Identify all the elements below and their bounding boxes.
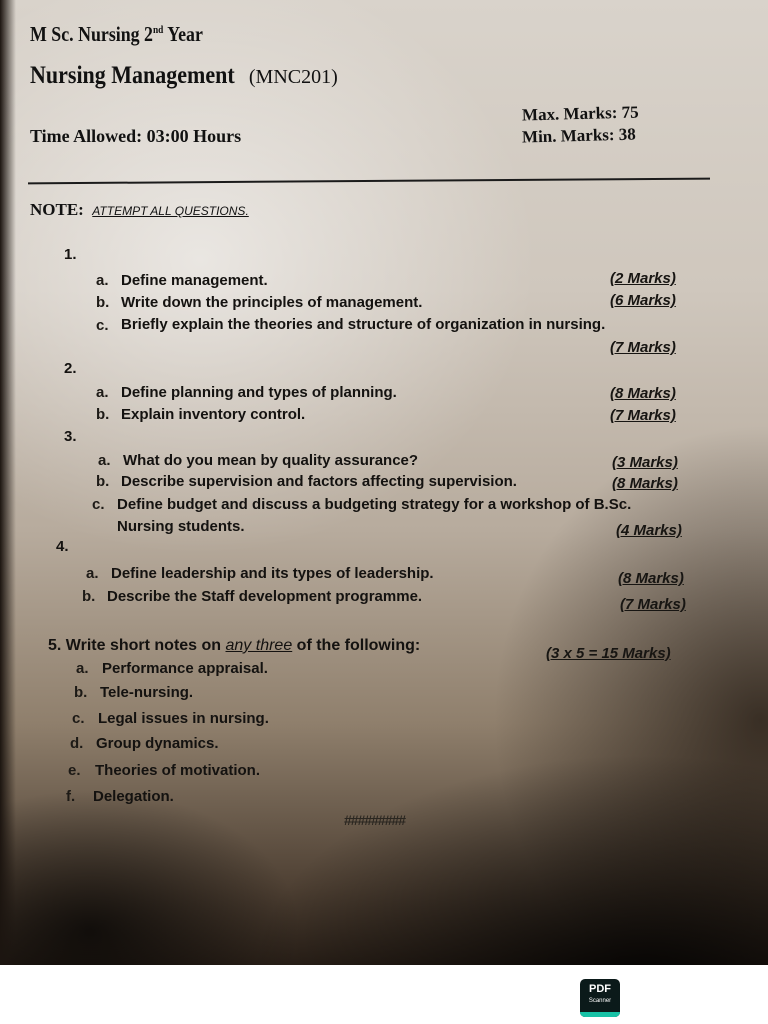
course-title-tail: Year	[163, 22, 203, 46]
q1c-text: Briefly explain the theories and structure of organization in nursing.	[121, 316, 606, 333]
q4b-text: Describe the Staff development programme.	[107, 588, 423, 605]
q3c-text: Define budget and discuss a budgeting strategy for a workshop of B.Sc.	[117, 496, 632, 513]
q3b-letter: b.	[96, 473, 110, 490]
q5-marks: (3 x 5 = 15 Marks)	[546, 645, 671, 662]
q1a-marks: (2 Marks)	[610, 270, 676, 287]
q5-intro	[48, 637, 420, 655]
q3c-letter: c.	[92, 496, 105, 513]
q3b-marks: (8 Marks)	[612, 475, 678, 492]
note-line	[30, 200, 249, 220]
q5-intro-b: of the following:	[292, 637, 421, 654]
q5c-letter: c.	[72, 710, 85, 727]
q4a-letter: a.	[86, 565, 99, 582]
q5c-text: Legal issues in nursing.	[98, 710, 269, 727]
time-allowed: Time Allowed: 03:00 Hours	[30, 126, 242, 146]
q3a-text: What do you mean by quality assurance?	[123, 452, 419, 469]
pdf-scanner-logo-bar	[580, 1012, 620, 1017]
q1b-letter: b.	[96, 294, 110, 311]
q4a-marks: (8 Marks)	[618, 570, 684, 587]
note-label: NOTE:	[30, 200, 84, 219]
course-title-sup: nd	[152, 24, 164, 36]
q5f-letter: f.	[66, 788, 76, 805]
q3-number: 3.	[64, 428, 77, 445]
subject-title	[30, 62, 338, 90]
q3c-marks: (4 Marks)	[616, 522, 682, 539]
q2a-text: Define planning and types of planning.	[121, 384, 397, 401]
min-marks: Min. Marks: 38	[521, 124, 637, 147]
q3a-marks: (3 Marks)	[612, 454, 678, 471]
q4-number: 4.	[56, 538, 69, 555]
pdf-scanner-logo-subtitle: Scanner	[588, 998, 612, 1004]
q4b-marks: (7 Marks)	[620, 596, 686, 613]
subject-code: (MNC201)	[248, 66, 338, 88]
pdf-scanner-logo	[580, 979, 620, 1017]
q5d-letter: d.	[70, 735, 84, 752]
max-marks: Max. Marks: 75	[521, 102, 639, 125]
q1a-letter: a.	[96, 272, 109, 289]
q5-intro-emphasis: any three	[225, 637, 293, 654]
q3c-text-cont: Nursing students.	[117, 518, 245, 535]
course-title	[30, 22, 203, 47]
q5e-text: Theories of motivation.	[95, 762, 261, 779]
q1c-letter: c.	[96, 317, 109, 334]
q3a-letter: a.	[98, 452, 111, 469]
q4b-letter: b.	[82, 588, 96, 605]
q1-number: 1.	[64, 246, 77, 263]
q1c-marks: (7 Marks)	[610, 339, 676, 356]
q5b-text: Tele-nursing.	[100, 684, 194, 701]
q1b-marks: (6 Marks)	[610, 292, 676, 309]
note-text: ATTEMPT ALL QUESTIONS.	[92, 204, 249, 218]
q2b-letter: b.	[96, 406, 110, 423]
q2-number: 2.	[64, 360, 77, 377]
q1b-text: Write down the principles of management.	[121, 294, 423, 311]
q5a-text: Performance appraisal.	[102, 660, 268, 677]
q1a-text: Define management.	[121, 272, 268, 289]
q2a-marks: (8 Marks)	[610, 385, 676, 402]
q5f-text: Delegation.	[93, 788, 174, 805]
q5e-letter: e.	[68, 762, 81, 779]
end-of-paper-mark: #########	[344, 812, 406, 828]
q3b-text: Describe supervision and factors affecting supervision.	[121, 473, 517, 490]
q5a-letter: a.	[76, 660, 89, 677]
q4a-text: Define leadership and its types of leadership.	[111, 565, 434, 582]
course-title-text: M Sc. Nursing 2	[30, 22, 153, 46]
q5d-text: Group dynamics.	[96, 735, 219, 752]
paper-shadow-edge	[0, 0, 16, 965]
subject-name: Nursing Management	[30, 62, 235, 89]
q2b-marks: (7 Marks)	[610, 407, 676, 424]
q2b-text: Explain inventory control.	[121, 406, 306, 423]
q2a-letter: a.	[96, 384, 109, 401]
q5b-letter: b.	[74, 684, 88, 701]
q5-intro-a: 5. Write short notes on	[48, 637, 226, 654]
pdf-scanner-logo-title: PDF	[589, 983, 611, 995]
header-rule	[28, 178, 710, 185]
